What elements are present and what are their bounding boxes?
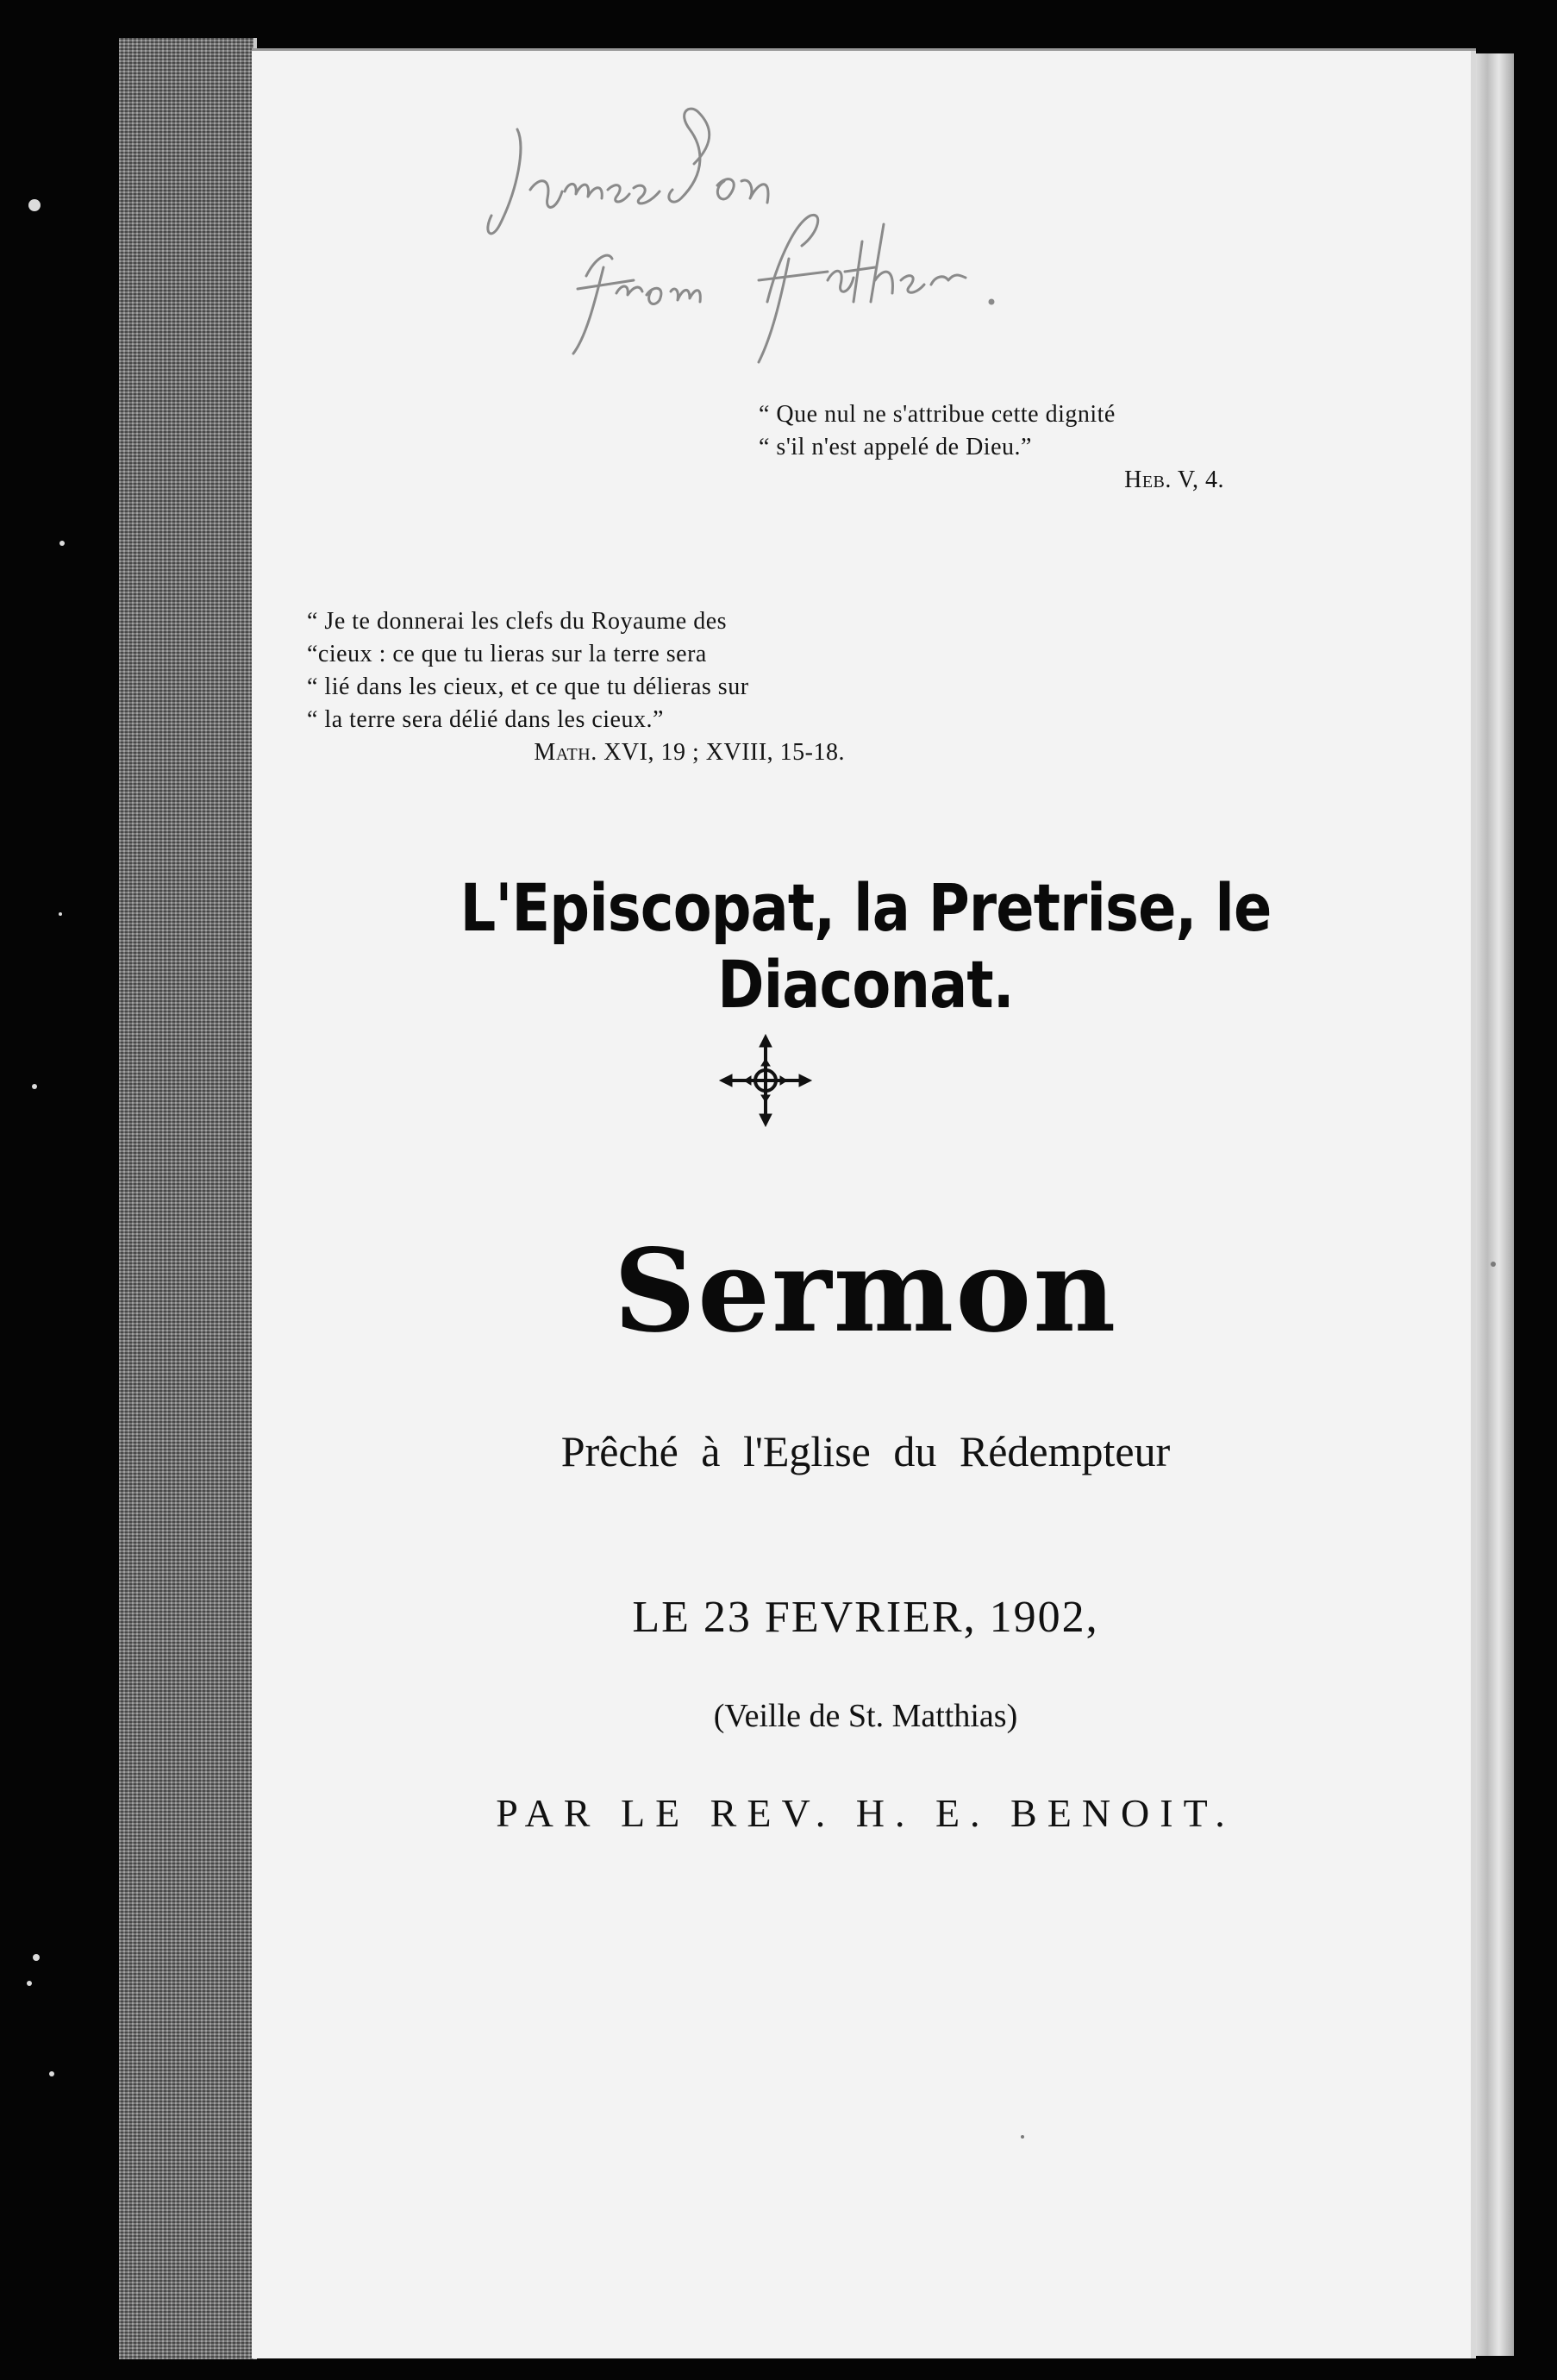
cross-ornament-icon	[718, 1033, 813, 1128]
epigraph-hebrews	[759, 398, 1224, 497]
sermon-heading: Sermon	[613, 1224, 1118, 1358]
page-edge	[1476, 53, 1514, 2356]
epigraph-reference: Heb. V, 4.	[1124, 467, 1224, 493]
epigraph-reference: Math. XVI, 19 ; XVIII, 15-18.	[534, 739, 845, 766]
epigraph-line: “ la terre sera délié dans les cieux.”	[307, 706, 664, 733]
handwritten-inscription	[483, 95, 1086, 379]
cloth-spine	[119, 38, 257, 2359]
document-title: L'Episcopat, la Pretrise, le Diaconat.	[460, 869, 1272, 1023]
epigraph-line: “ lié dans les cieux, et ce que tu délieras sur	[307, 673, 749, 700]
author-line: PAR LE REV. H. E. BENOIT.	[496, 1791, 1235, 1835]
epigraph-line: “ Que nul ne s'attribue cette dignité	[759, 401, 1116, 428]
preached-location: Prêché à l'Eglise du Rédempteur	[560, 1427, 1171, 1475]
epigraph-line: “cieux : ce que tu lieras sur la terre sera	[307, 641, 707, 667]
sermon-date: LE 23 FEVRIER, 1902,	[632, 1593, 1099, 1642]
title-page	[252, 48, 1476, 2358]
epigraph-line: “ Je te donnerai les clefs du Royaume des	[307, 608, 728, 635]
epigraph-matthew	[307, 605, 845, 769]
epigraph-line: “ s'il n'est appelé de Dieu.”	[759, 434, 1032, 460]
vigil-note: (Veille de St. Matthias)	[713, 1698, 1018, 1734]
